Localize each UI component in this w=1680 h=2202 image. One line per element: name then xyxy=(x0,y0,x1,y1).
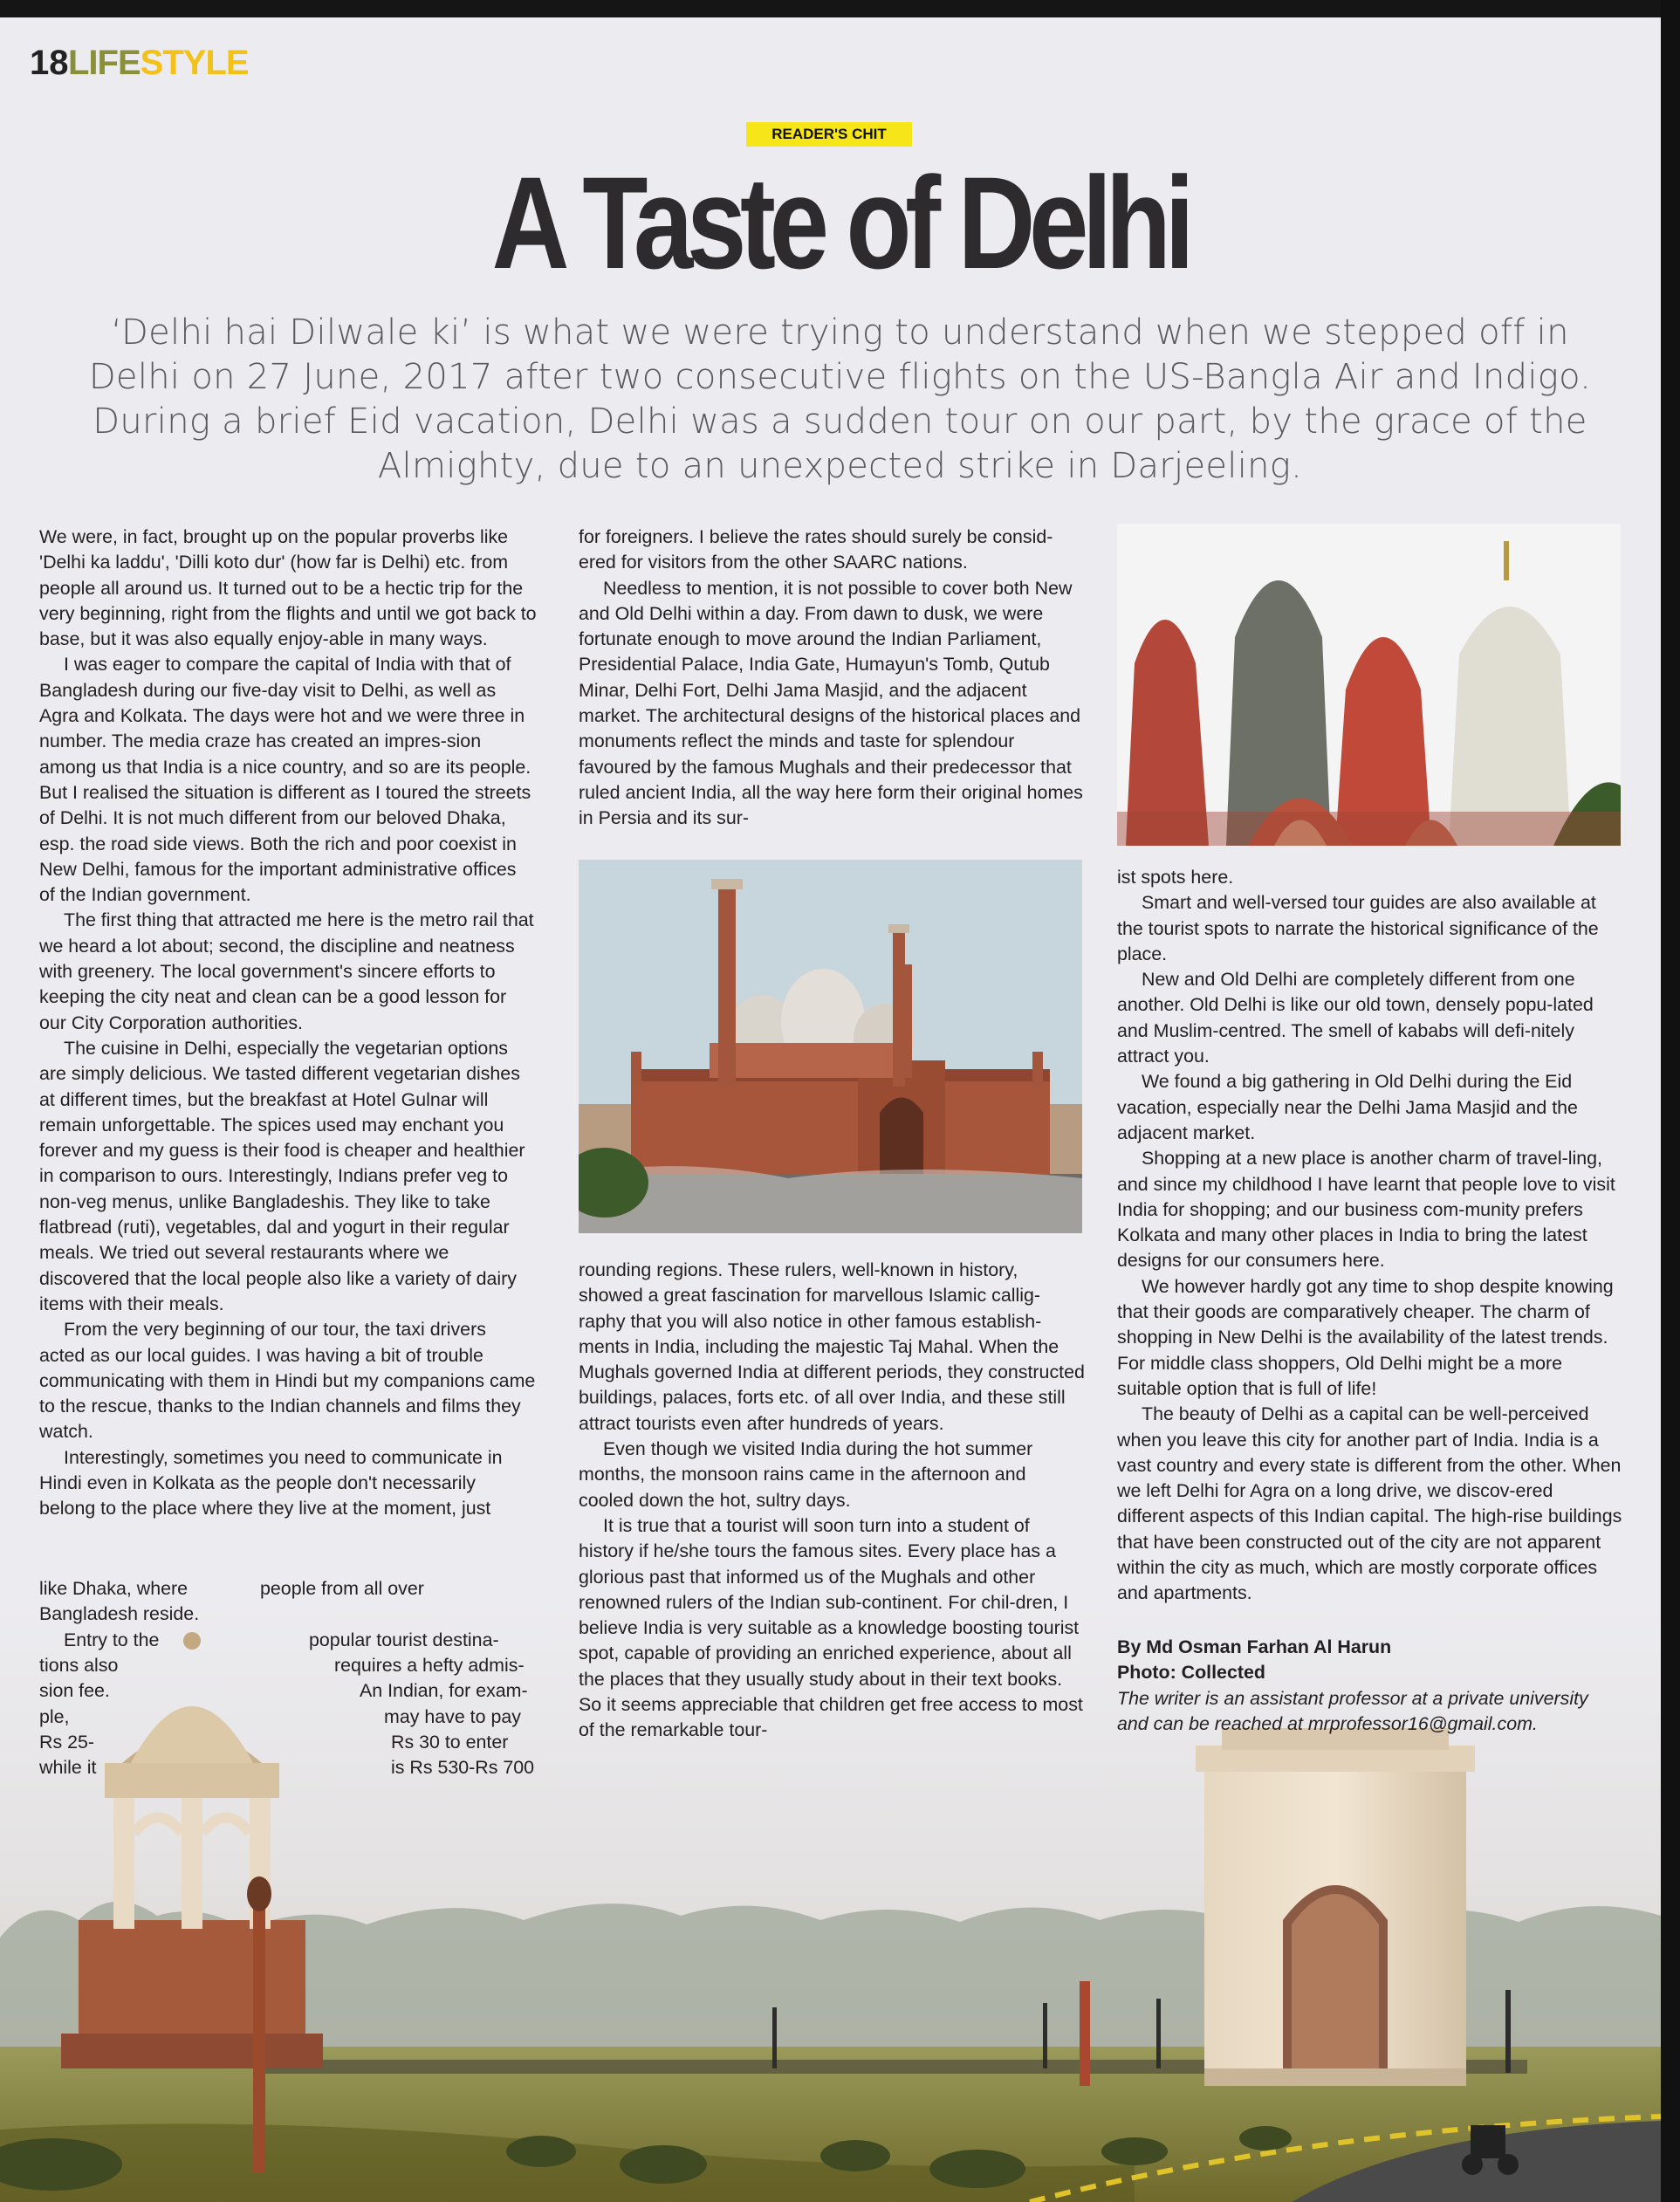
paragraph: We however hardly got any time to shop despite knowing that their goods are comparatively cheaper. The charm of shopping in New Delhi is the availability of the latest trends. For middle class shoppers, Old Delhi might be a more suitable option that is full of life! xyxy=(1117,1275,1614,1399)
paragraph: The beauty of Delhi as a capital can be well-perceived when you leave this city for another part of India. India is a vast country and every state is different from the other. When we left Delhi for Agra on a long drive, we discov-ered different aspects of this Indian capital. The high-rise buildings that have been constructed out of the city are not apparent within the city as much, which are mostly corporate offices and apartments. xyxy=(1117,1403,1622,1604)
text-line: sion fee. xyxy=(39,1680,110,1701)
section-name-part2: STYLE xyxy=(140,44,249,82)
paragraph: ist spots here. xyxy=(1117,867,1234,888)
paragraph: I was eager to compare the capital of India with that of Bangladesh during our five-day visit to Delhi, as well as Agra and Kolkata. The days were hot and we were three in number. The media craze has created an impres-sion among us that India is a nice country, and so are its people. But I realised the situation is different as I toured the streets of Delhi. It is not much different from our beloved Dhaka, esp. the road side views. Both the rich and poor coexist in New Delhi, famous for the important administrative offices of the Indian government. xyxy=(39,654,531,906)
paragraph: It is true that a tourist will soon turn into a student of history if he/she tours the famous sites. Every place has a glorious past that informed us of the Mughals and other renowned rulers of the Indian sub-continent. For chil-dren, I believe India is very suitable as a knowledge boosting tourist spot, capable of providing an enriched experience, about all the places that they usually study about in their text books. So it seems appreciable that children get free access to most of the remarkable tour- xyxy=(579,1514,1083,1741)
text-line: people from all over xyxy=(260,1578,424,1599)
paragraph: We were, in fact, brought up on the popular proverbs like 'Delhi ka laddu', 'Dilli koto dur' (how far is Delhi) etc. from people all around us. It turned out to be a hectic trip for the very beginning, right from the flights and until we got back to base, but it was also equally enjoy-able in many ways. xyxy=(39,526,537,650)
page-number: 18 xyxy=(30,44,69,82)
text-line: while it xyxy=(39,1757,97,1778)
text-line: like Dhaka, where xyxy=(39,1578,189,1599)
text-line: Entry to the xyxy=(64,1629,160,1650)
text-line: An Indian, for exam- xyxy=(360,1680,528,1701)
byline xyxy=(1117,1635,1623,1737)
section-name-part1: LIFE xyxy=(68,44,141,82)
top-border xyxy=(0,0,1680,17)
text-line: popular tourist destina- xyxy=(309,1629,499,1650)
text-line: Bangladesh reside. xyxy=(39,1603,200,1624)
section-name xyxy=(68,44,249,83)
standfirst: ‘Delhi hai Dilwale ki’ is what we were trying to understand when we stepped off in Delhi on 27 June, 2017 after two consecutive flights on the US-Bangla Air and Indigo. During a brief Eid vacation, Delhi was a sudden tour on our part, by the grace of the Almighty, due to an unexpected strike in Darjeeling. xyxy=(88,312,1592,486)
paragraph: for foreigners. I believe the rates should surely be consid-ered for visitors from the other SAARC nations. xyxy=(579,526,1053,573)
text-line: is Rs 530-Rs 700 xyxy=(391,1757,535,1778)
paragraph: New and Old Delhi are completely different from one another. Old Delhi is like our old town, densely popu-lated and Muslim-centred. The smell of kababs will defi-nitely attract you. xyxy=(1117,969,1594,1067)
paragraph: Even though we visited India during the hot summer months, the monsoon rains came in the afternoon and cooled down the hot, sultry days. xyxy=(579,1438,1033,1511)
kicker-label: READER'S CHIT xyxy=(746,122,912,147)
paragraph: Shopping at a new place is another charm of travel-ling, and since my childhood I have learnt that people love to visit India for shopping; and our business com-munity prefers Kolkata and many other places in India to bring the latest designs for our consumers here. xyxy=(1117,1148,1615,1272)
paragraph: Interestingly, sometimes you need to communicate in Hindi even in Kolkata as the people don't necessarily belong to the place where they live at the moment, just xyxy=(39,1446,503,1519)
paragraph: Needless to mention, it is not possible to cover both New and Old Delhi within a day. From dawn to dusk, we were fortunate enough to move around the Indian Parliament, Presidential Palace, India Gate, Humayun's Tomb, Qutub Minar, Delhi Fort, Delhi Jama Masjid, and the adjacent market. The architectural designs of the historical places and monuments reflect the minds and taste for splendour favoured by the famous Mughals and their predecessor that ruled ancient India, all the way here form their original homes in Persia and its sur- xyxy=(579,577,1083,829)
jama-masjid-photo xyxy=(579,860,1082,1233)
article-column-3 xyxy=(1117,865,1623,1607)
author-name: By Md Osman Farhan Al Harun xyxy=(1117,1636,1392,1657)
text-line: tions also xyxy=(39,1655,119,1676)
temple-photo xyxy=(1117,524,1621,846)
text-line: may have to pay xyxy=(384,1706,521,1727)
paragraph: From the very beginning of our tour, the taxi drivers acted as our local guides. I was having a bit of trouble communicating with them in Hindi but my companions came to the rescue, thanks to the Indian channels and films they watch. xyxy=(39,1319,536,1443)
paragraph: rounding regions. These rulers, well-known in history, showed a great fascination for marvellous Islamic callig-raphy that you will also notice in other famous establish-ments in India, including the majestic Taj Mahal. When the Mughals governed India at different periods, they constructed buildings, palaces, forts etc. of all over India, and these still attract tourists even after hundreds of years. xyxy=(579,1259,1085,1434)
text-line: ple, xyxy=(39,1706,70,1727)
paragraph: The cuisine in Delhi, especially the vegetarian options are simply delicious. We tasted different vegetarian dishes at different times, but the breakfast at Hotel Gulnar will remain unforgettable. The spices used may enchant you forever and my guess is their food is cheaper and healthier in comparison to ours. Interestingly, Indians prefer veg to non-veg menus, unlike Bangladeshis. They like to take flatbread (ruti), vegetables, dal and yogurt in their regular meals. We tried out several restaurants where we discovered that the local people also like a variety of dairy items with their meals. xyxy=(39,1037,525,1314)
article-column-2-top xyxy=(579,525,1085,832)
paragraph: Smart and well-versed tour guides are also available at the tourist spots to narrate the historical significance of the place. xyxy=(1117,892,1599,964)
text-line: Rs 30 to enter xyxy=(391,1732,509,1753)
article-column-2-bottom xyxy=(579,1258,1085,1744)
photo-credit: Photo: Collected xyxy=(1117,1662,1265,1684)
text-line: requires a hefty admis- xyxy=(334,1655,525,1676)
paragraph: We found a big gathering in Old Delhi during the Eid vacation, especially near the Delhi Jama Masjid and the adjacent market. xyxy=(1117,1071,1578,1143)
right-border xyxy=(1661,0,1680,2202)
headline: A Taste of Delhi xyxy=(491,149,1189,296)
author-bio: The writer is an assistant professor at a private university and can be reached at mrprofessor16@gmail.com. xyxy=(1117,1687,1588,1734)
paragraph: The first thing that attracted me here is the metro rail that we heard a lot about; second, the discipline and neatness with greenery. The local government's sincere efforts to keeping the city neat and clean can be a good lesson for our City Corporation authorities. xyxy=(39,909,534,1033)
text-line: Rs 25- xyxy=(39,1732,95,1753)
article-column-1 xyxy=(39,525,537,1522)
